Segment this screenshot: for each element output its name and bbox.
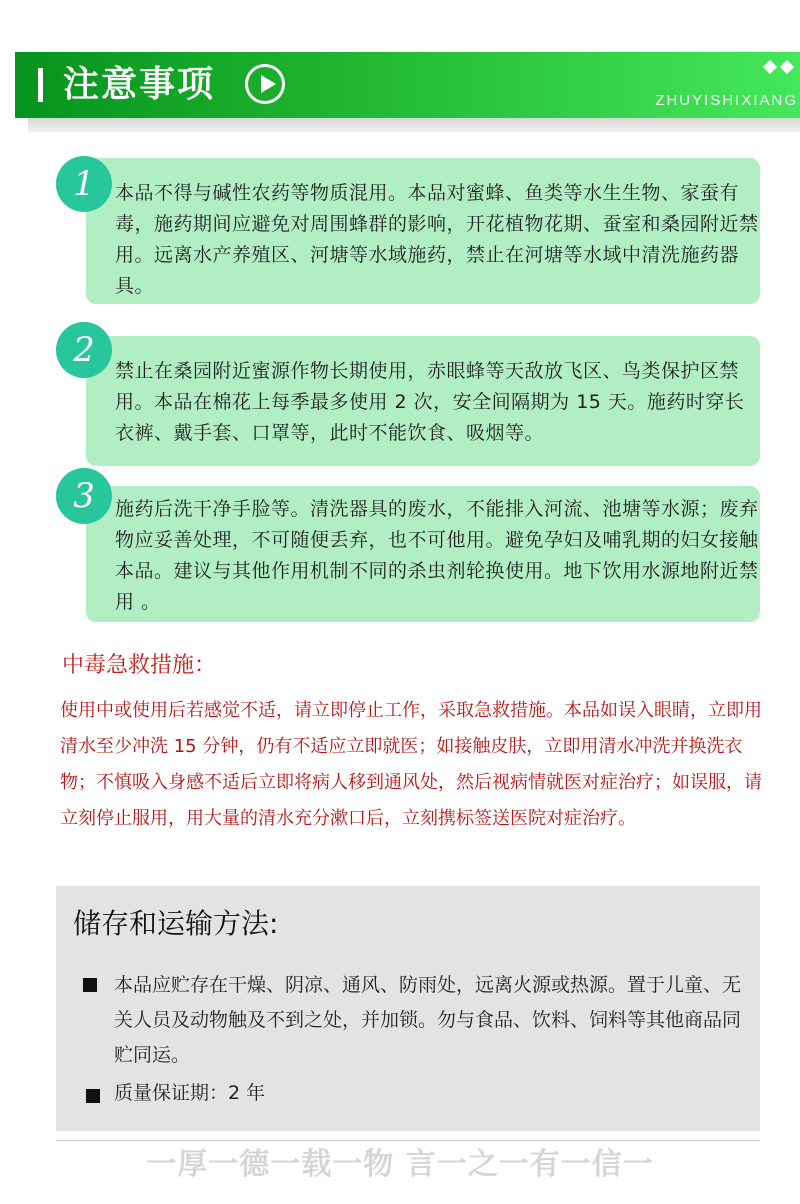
storage-title: 储存和运输方法: (73, 907, 279, 940)
storage-item: 本品应贮存在干燥、阴凉、通风、防雨处，远离火源或热源。置于儿童、无关人员及动物触及不到之处，并加锁。勿与食品、饮料、饲料等其他商品同贮同运。 (114, 974, 742, 1066)
diamond-icon (780, 60, 794, 74)
play-arrow-icon (245, 64, 285, 104)
header-shadow (28, 118, 800, 132)
page-title: 注意事项 (63, 64, 216, 105)
note-text: 禁止在桑园附近蜜源作物长期使用，赤眼蜂等天敌放飞区、鸟类保护区禁用。本品在棉花上每季最多使用 2 次，安全间隔期为 15 天。施药时穿长衣裤、戴手套、口罩等，此时不能饮食、吸烟等。 (115, 360, 745, 444)
bullet-square-icon (83, 978, 97, 992)
note-number-badge: 2 (56, 322, 112, 378)
note-card-2 (86, 336, 760, 466)
note-number-badge: 3 (56, 468, 112, 524)
bullet-square-icon (86, 1089, 100, 1103)
note-text: 本品不得与碱性农药等物质混用。本品对蜜蜂、鱼类等水生生物、家蚕有毒，施药期间应避免对周围蜂群的影响，开花植物花期、蚕室和桑园附近禁用。远离水产养殖区、河塘等水域施药，禁止在河塘等水域中清洗施药器具。 (115, 182, 759, 297)
header-subtitle: ZHUYISHIXIANG (655, 92, 798, 109)
note-card-3 (86, 486, 760, 622)
header-accent-bar (38, 68, 43, 102)
section-header (15, 52, 800, 118)
diamond-icon (763, 60, 777, 74)
storage-item: 质量保证期：2 年 (114, 1082, 266, 1104)
first-aid-title: 中毒急救措施： (62, 653, 217, 678)
footer-slogan: 一厚一德一载一物 言一之一有一信一 (146, 1147, 654, 1182)
storage-section (56, 886, 760, 1131)
footer-divider (56, 1140, 760, 1141)
note-text: 施药后洗干净手脸等。清洗器具的废水，不能排入河流、池塘等水源；废弃物应妥善处理，不可随便丢弃，也不可他用。避免孕妇及哺乳期的妇女接触本品。建议与其他作用机制不同的杀虫剂轮换使用。地下饮用水源地附近禁用 。 (115, 498, 759, 613)
note-number-badge: 1 (56, 156, 112, 212)
note-card-1 (86, 158, 760, 304)
first-aid-text: 使用中或使用后若感觉不适，请立即停止工作，采取急救措施。本品如误入眼睛，立即用清水至少冲洗 15 分钟，仍有不适应立即就医；如接触皮肤，立即用清水冲洗并换洗衣物；不慎吸入身感不适后立即将病人移到通风处，然后视病情就医对症治疗；如误服，请立刻停止服用，用大量的清水充分漱口后，立刻携标签送医院对症治疗。 (60, 700, 762, 829)
